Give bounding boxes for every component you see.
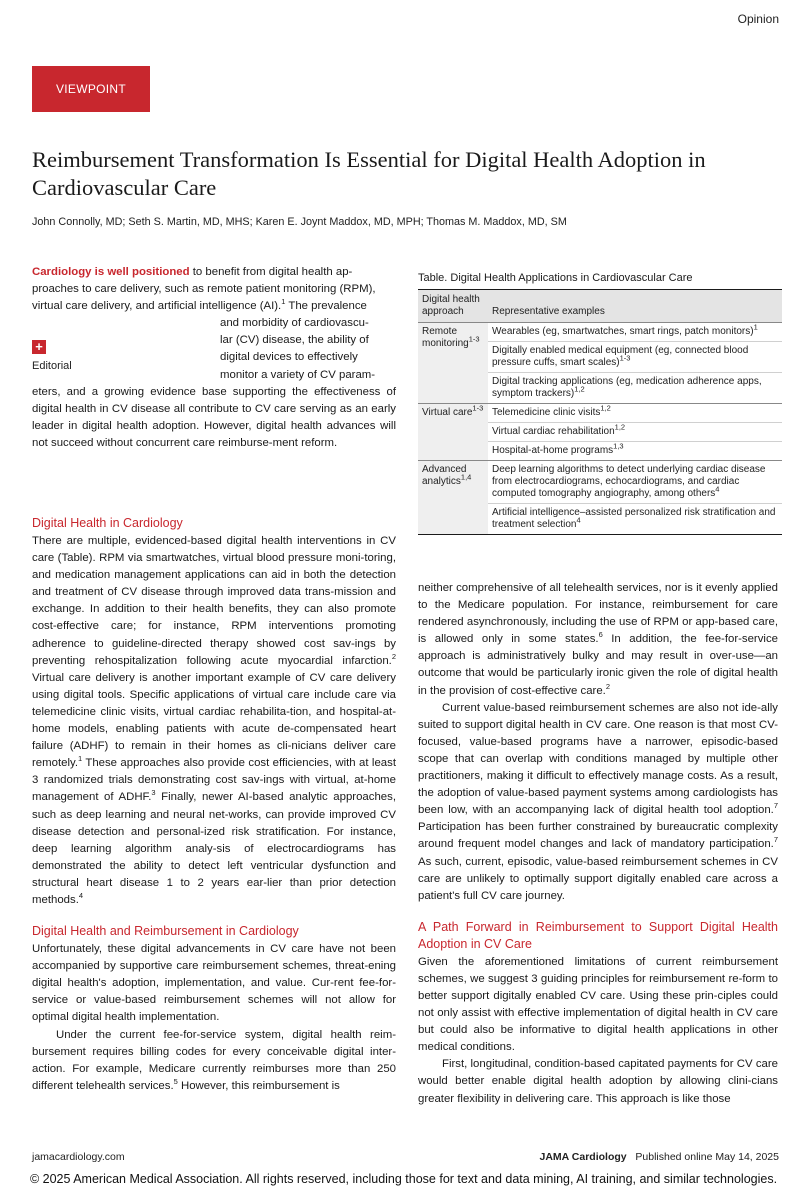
- paragraph: [32, 533, 396, 909]
- text: Current value-based reimbursement schemes are also not ide-ally suited to support digital health in CV care. One reason is that most CV-focused, value-based programs have a narrower, episodic-based scope that can overlap with conditions managed by multiple other practitioners, making it difficult to effectively manage costs. As a result, the adoption of value-based payment systems among cardiologists has been low, with an accompanying lack of digital health tool adoption.: [418, 701, 778, 817]
- text: Participation has been further constrained by bureaucratic complexity around frequent model changes and lack of mandatory participation.: [418, 821, 778, 851]
- author-list: John Connolly, MD; Seth S. Martin, MD, MHS; Karen E. Joynt Maddox, MD, MPH; Thomas M. Maddox, MD, SM: [32, 216, 567, 228]
- intro-text: virtual care delivery, and artificial intelligence (AI).: [32, 300, 282, 313]
- intro-side-line: and morbidity of cardiovascu-: [220, 317, 369, 330]
- table-cell: [488, 504, 782, 535]
- table-cell: [488, 342, 782, 373]
- reference: 1-3: [472, 403, 484, 413]
- journal-name: JAMA Cardiology: [539, 1151, 627, 1163]
- article-title: Reimbursement Transformation Is Essential for Digital Health Adoption in Cardiovascular Care: [32, 147, 706, 200]
- journal-footer: [540, 1151, 780, 1163]
- reference: 4: [576, 515, 581, 525]
- text: In addition, the fee-for-service approach is administratively bulky and may result in over-use—an outcome that would be particularly ironic given the role of digital health in the provision of cost-effective care.: [418, 633, 778, 697]
- approach-name: Virtual care: [422, 407, 473, 418]
- reference: 1,2: [574, 384, 585, 394]
- section-heading: Digital Health in Cardiology: [32, 516, 183, 530]
- table-cell: [488, 404, 782, 423]
- editorial-link[interactable]: [32, 340, 112, 372]
- intro-side-line: digital devices to effectively: [220, 351, 358, 364]
- reference: 1,2: [600, 403, 611, 413]
- reference: 2: [391, 651, 396, 661]
- section-label: Opinion: [737, 12, 779, 26]
- example-text: Digital tracking applications (eg, medication adherence apps, symptom trackers): [492, 376, 762, 399]
- left-column: [32, 503, 396, 1095]
- reference: 4: [715, 484, 720, 494]
- viewpoint-tab: VIEWPOINT: [32, 66, 150, 112]
- intro-line-2: proaches to care delivery, such as remote patient monitoring (RPM),: [32, 283, 376, 296]
- reference: 4: [78, 891, 84, 901]
- text: Virtual care delivery is another important example of CV care delivery using digital tools. Specific applications of virtual care include care via telemedicine clinic visits, virtual cardiac rehabilita-tion, and hospital-at-home models, enabling patients with acute de-compensated heart failure (ADHF) to remain in their homes as cli-nicians deliver care remotely.: [32, 671, 396, 770]
- example-text: Artificial intelligence–assisted personalized risk stratification and treatment selection: [492, 507, 776, 530]
- paragraph: First, longitudinal, condition-based capitated payments for CV care would better enable digital health adoption by allowing clini-cians greater flexibility in delivering care. This approach is like those: [418, 1058, 778, 1105]
- reference: 1-3: [619, 353, 631, 363]
- paragraph: Unfortunately, these digital advancements in CV care have not been accompanied by supportive care reimbursement schemes, threat-ening digital health's adoption, implementation, and value. Cur-rent fee-for-service or value-based reimbursement schemes will not allow for optimal digital health implementation.: [32, 943, 396, 1024]
- table-bottom-rule: [418, 534, 782, 535]
- reference: 1-3: [468, 334, 480, 344]
- reference: 1,4: [460, 472, 472, 482]
- table: [418, 290, 782, 534]
- publish-date: Published online May 14, 2025: [635, 1151, 779, 1163]
- text: As such, current, episodic, value-based reimbursement schemes in CV care are unlikely to optimally support digitally enabled care across a patient's full CV care journey.: [418, 855, 778, 902]
- table-cell: [418, 323, 488, 404]
- paragraph: [418, 700, 778, 905]
- paragraph: [32, 1027, 396, 1095]
- reference: 1,2: [614, 422, 626, 432]
- table-cell: [488, 442, 782, 461]
- right-column: [418, 580, 778, 1108]
- text: ). RPM via smartwatches, virtual blood pressure moni-toring, and medication management applications can aid in both the detection and treatment of CV disease through improved data trans-mission and exchange. In addition to their health benefits, they can also promote cost-effective care; for instance, RPM interventions promoting adherence to guideline-directed therapy showed cost sav-ings by preventing rehospitalization following acute myocardial infarction.: [32, 552, 396, 667]
- table-row: [418, 461, 782, 504]
- table-cell: [488, 373, 782, 404]
- reference: 7: [773, 835, 778, 845]
- text: neither comprehensive of all telehealth services, nor is it evenly applied to the Medicare population. For instance, reimbursement for care rendered asynchronously, including the use of RPM or app-based care, is allowed only in some states.: [418, 582, 778, 646]
- approach-name: Remote monitoring: [422, 326, 469, 349]
- text: These approaches also provide cost efficiencies, with at least 3 randomized trials demonstrating cost sav-ings with virtual, at-home management of ADHF.: [32, 757, 396, 804]
- table-cell: [418, 404, 488, 461]
- text: Under the current fee-for-service system, digital health reim-bursement requires billing codes for every conceivable digital inter-action. For example, Medicare currently reimburses more than 250 different telehealth services.: [32, 1028, 396, 1092]
- section-heading: Digital Health and Reimbursement in Cardiology: [32, 924, 299, 939]
- reference: 1: [78, 754, 83, 764]
- journal-website-link[interactable]: jamacardiology.com: [32, 1151, 125, 1163]
- intro-text: to benefit from digital health ap-: [189, 266, 353, 278]
- table-title: Table. Digital Health Applications in Cardiovascular Care: [418, 272, 782, 290]
- table-cell: [488, 461, 782, 504]
- table-header: Digital health approach: [418, 290, 488, 323]
- table-cell: [488, 323, 782, 342]
- section-heading: A Path Forward in Reimbursement to Support Digital Health Adoption in CV Care: [418, 919, 778, 951]
- reference: 3: [151, 788, 156, 798]
- reference: 1: [281, 297, 286, 307]
- reference: 6: [598, 630, 603, 640]
- intro-side-line: monitor a variety of CV param-: [220, 368, 376, 381]
- intro-text: The prevalence: [285, 300, 367, 313]
- intro-side-line: lar (CV) disease, the ability of: [220, 334, 369, 347]
- table-header: Representative examples: [488, 290, 782, 323]
- lead-in: Cardiology is well positioned: [32, 266, 190, 278]
- approach-name: Advanced analytics: [422, 464, 467, 487]
- intro-rest: eters, and a growing evidence base supporting the effectiveness of digital health in CV disease all contribute to CV care serving as an early leader in digital health adoption. However, digital health advances will not succeed without concurrent care reimburse-ment reform.: [32, 385, 396, 449]
- example-text: Hospital-at-home programs: [492, 445, 614, 456]
- text: Finally, newer AI-based analytic approaches, such as deep learning and neural net-works, can provide improved CV disease detection and personal-ized risk stratification. For instance, deep learning algorithm analy-sis of electrocardiograms has demonstrated the ability to detect left ventricular dysfunction and structural heart disease 1 to 2 years ear-lier than prior detection methods.: [32, 791, 396, 906]
- reference: 2: [605, 681, 611, 691]
- paragraph: Given the aforementioned limitations of current reimbursement schemes, we suggest 3 guiding principles for reimbursement re-form to better support digitally enabled CV care. Using these prin-ciples could not only assist with effective implementation of digital health in CV care but could also be informative to digital health applications in other medical conditions.: [418, 955, 778, 1054]
- text: There are multiple, evidenced-based digital health interventions in CV care (: [32, 535, 396, 565]
- table-link[interactable]: Table: [61, 552, 89, 565]
- table-row: [418, 404, 782, 423]
- example-text: Virtual cardiac rehabilitation: [492, 426, 615, 437]
- plus-icon: +: [32, 340, 46, 354]
- example-text: Deep learning algorithms to detect underlying cardiac disease from electrocardiograms, echocardiograms, and cardiac computed tomography angiography, among others: [492, 464, 766, 499]
- text: However, this reimbursement is: [177, 1079, 340, 1092]
- reference: 1,3: [613, 441, 624, 451]
- reference: 7: [773, 801, 778, 811]
- example-text: Digitally enabled medical equipment (eg, connected blood pressure cuffs, smart scales): [492, 345, 749, 368]
- intro-line-1: [32, 264, 396, 281]
- copyright-notice: © 2025 American Medical Association. All rights reserved, including those for text and data mining, AI training, and similar technologies.: [29, 1172, 778, 1186]
- table-cell: [488, 423, 782, 442]
- digital-health-table: [418, 272, 782, 535]
- table-cell: [418, 461, 488, 535]
- example-text: Wearables (eg, smartwatches, smart rings, patch monitors): [492, 326, 754, 337]
- example-text: Telemedicine clinic visits: [492, 407, 601, 418]
- reference: 5: [173, 1077, 178, 1087]
- table-row: [418, 323, 782, 342]
- paragraph: [418, 580, 778, 700]
- intro-line-3: [32, 298, 396, 315]
- editorial-label: Editorial: [32, 360, 72, 372]
- reference: 1: [753, 322, 758, 332]
